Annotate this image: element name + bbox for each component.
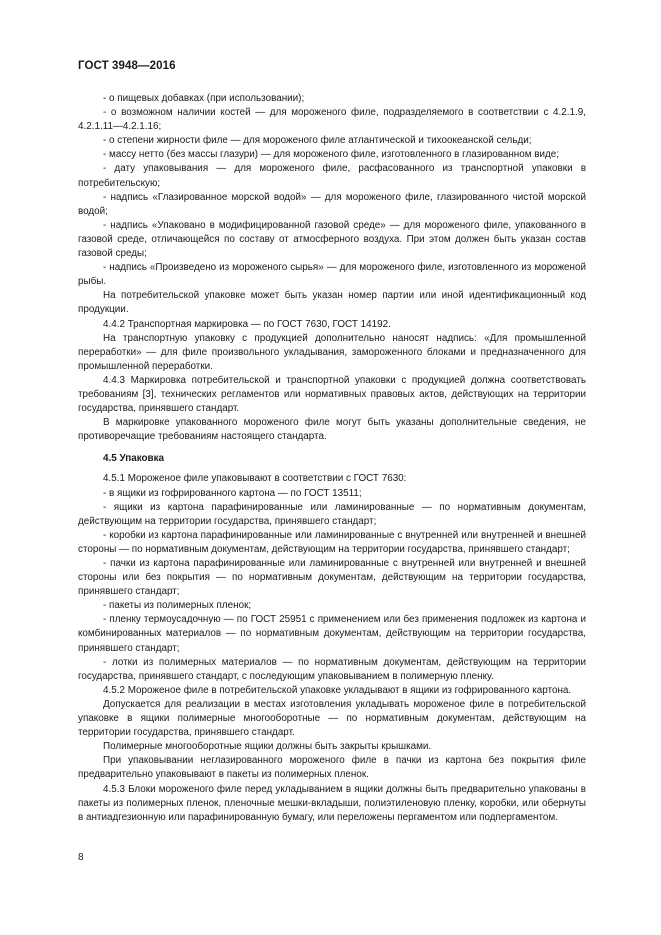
paragraph: - ящики из картона парафинированные или ламинированные — по нормативным документам, действующим на территории государства, принявшего стандарт;	[78, 501, 586, 527]
paragraph: На потребительской упаковке может быть указан номер партии или иной идентификационный код продукции.	[78, 290, 586, 316]
paragraph: - пакеты из полимерных пленок;	[103, 600, 252, 612]
paragraph: Полимерные многооборотные ящики должны быть закрыты крышками.	[103, 741, 432, 753]
paragraph: 4.5.2 Мороженое филе в потребительской упаковке укладывают в ящики из гофрированного картона.	[103, 684, 572, 696]
paragraph: - о пищевых добавках (при использовании);	[103, 93, 305, 104]
paragraph: - в ящики из гофрированного картона — по ГОСТ 13511;	[103, 487, 362, 499]
paragraph: - надпись «Глазированное морской водой» — для мороженого филе, глазированного чистой морской водой;	[78, 191, 586, 217]
paragraph: - надпись «Упаковано в модифицированной газовой среде» — для мороженого филе, упакованного в газовой среде, отличающейся по составу от атмосферного воздуха. При этом должен быть указан состав газовой среды;	[78, 219, 586, 260]
section-heading: 4.5 Упаковка	[103, 453, 165, 465]
paragraph: - массу нетто (без массы глазури) — для мороженого филе, изготовленного в глазированном виде;	[103, 149, 560, 161]
paragraph: - дату упаковывания — для мороженого филе, расфасованного из транспортной упаковки в потребительскую;	[78, 163, 586, 189]
paragraph: В маркировке упакованного мороженого филе могут быть указаны дополнительные сведения, не противоречащие требованиям настоящего стандарта.	[78, 417, 586, 443]
document-body	[78, 92, 586, 825]
paragraph: - надпись «Произведено из мороженого сырья» — для мороженого филе, изготовленного из мороженой рыбы.	[78, 262, 586, 288]
paragraph: 4.4.2 Транспортная маркировка — по ГОСТ 7630, ГОСТ 14192.	[103, 318, 391, 330]
page-number: 8	[78, 852, 84, 863]
paragraph: - о возможном наличии костей — для мороженого филе, подразделяемого в соответствии с 4.2.1.9, 4.2.1.11—4.2.1.16;	[78, 107, 586, 133]
paragraph: На транспортную упаковку с продукцией дополнительно наносят надпись: «Для промышленной переработки» — для филе произвольного укладывания, замороженного блоками и предназначенного для промышленной переработки.	[78, 332, 586, 372]
paragraph: Допускается для реализации в местах изготовления укладывать мороженое филе в потребительской упаковке в ящики полимерные многооборотные — по нормативным документам, действующим на территории государства, принявшего стандарт.	[78, 698, 586, 739]
paragraph: - пачки из картона парафинированные или ламинированные с внутренней или внутренней и внешней стороны или без покрытия — по нормативным документам, действующим на территории государства, принявшего стандарт;	[78, 558, 586, 598]
paragraph: - о степени жирности филе — для мороженого филе атлантической и тихоокеанской сельди;	[103, 135, 532, 147]
paragraph: - коробки из картона парафинированные или ламинированные с внутренней или внутренней и внешней стороны — по нормативным документам, действующим на территории государства, принявшего стандарт;	[78, 529, 586, 555]
document-code: ГОСТ 3948—2016	[78, 60, 176, 72]
paragraph: 4.4.3 Маркировка потребительской и транспортной упаковки с продукцией должна соответствовать требованиям [3], технических регламентов или нормативных правовых актов, действующих на территории государства, принявшего стандарт.	[78, 374, 586, 415]
paragraph: 4.5.1 Мороженое филе упаковывают в соответствии с ГОСТ 7630:	[103, 473, 407, 485]
paragraph: При упаковывании неглазированного мороженого филе в пачки из картона без покрытия филе предварительно упаковывают в пакеты из полимерных пленок.	[78, 755, 586, 781]
paragraph: - лотки из полимерных материалов — по нормативным документам, действующим на территории государства, принявшего стандарт, с последующим упаковыванием в полимерную пленку.	[78, 656, 586, 682]
paragraph: - пленку термоусадочную — по ГОСТ 25951 с применением или без применения подложек из картона и комбинированных материалов — по нормативным документам, действующим на территории государства, принявшего стандарт;	[78, 614, 586, 654]
paragraph: 4.5.3 Блоки мороженого филе перед укладыванием в ящики должны быть предварительно упакованы в пакеты из полимерных пленок, пленочные мешки-вкладыши, полиэтиленовую пленку, коробки, или обернуты в антиадгезионную или парафинированную бумагу, или переложены пергаментом или подпергаментом.	[78, 783, 586, 823]
